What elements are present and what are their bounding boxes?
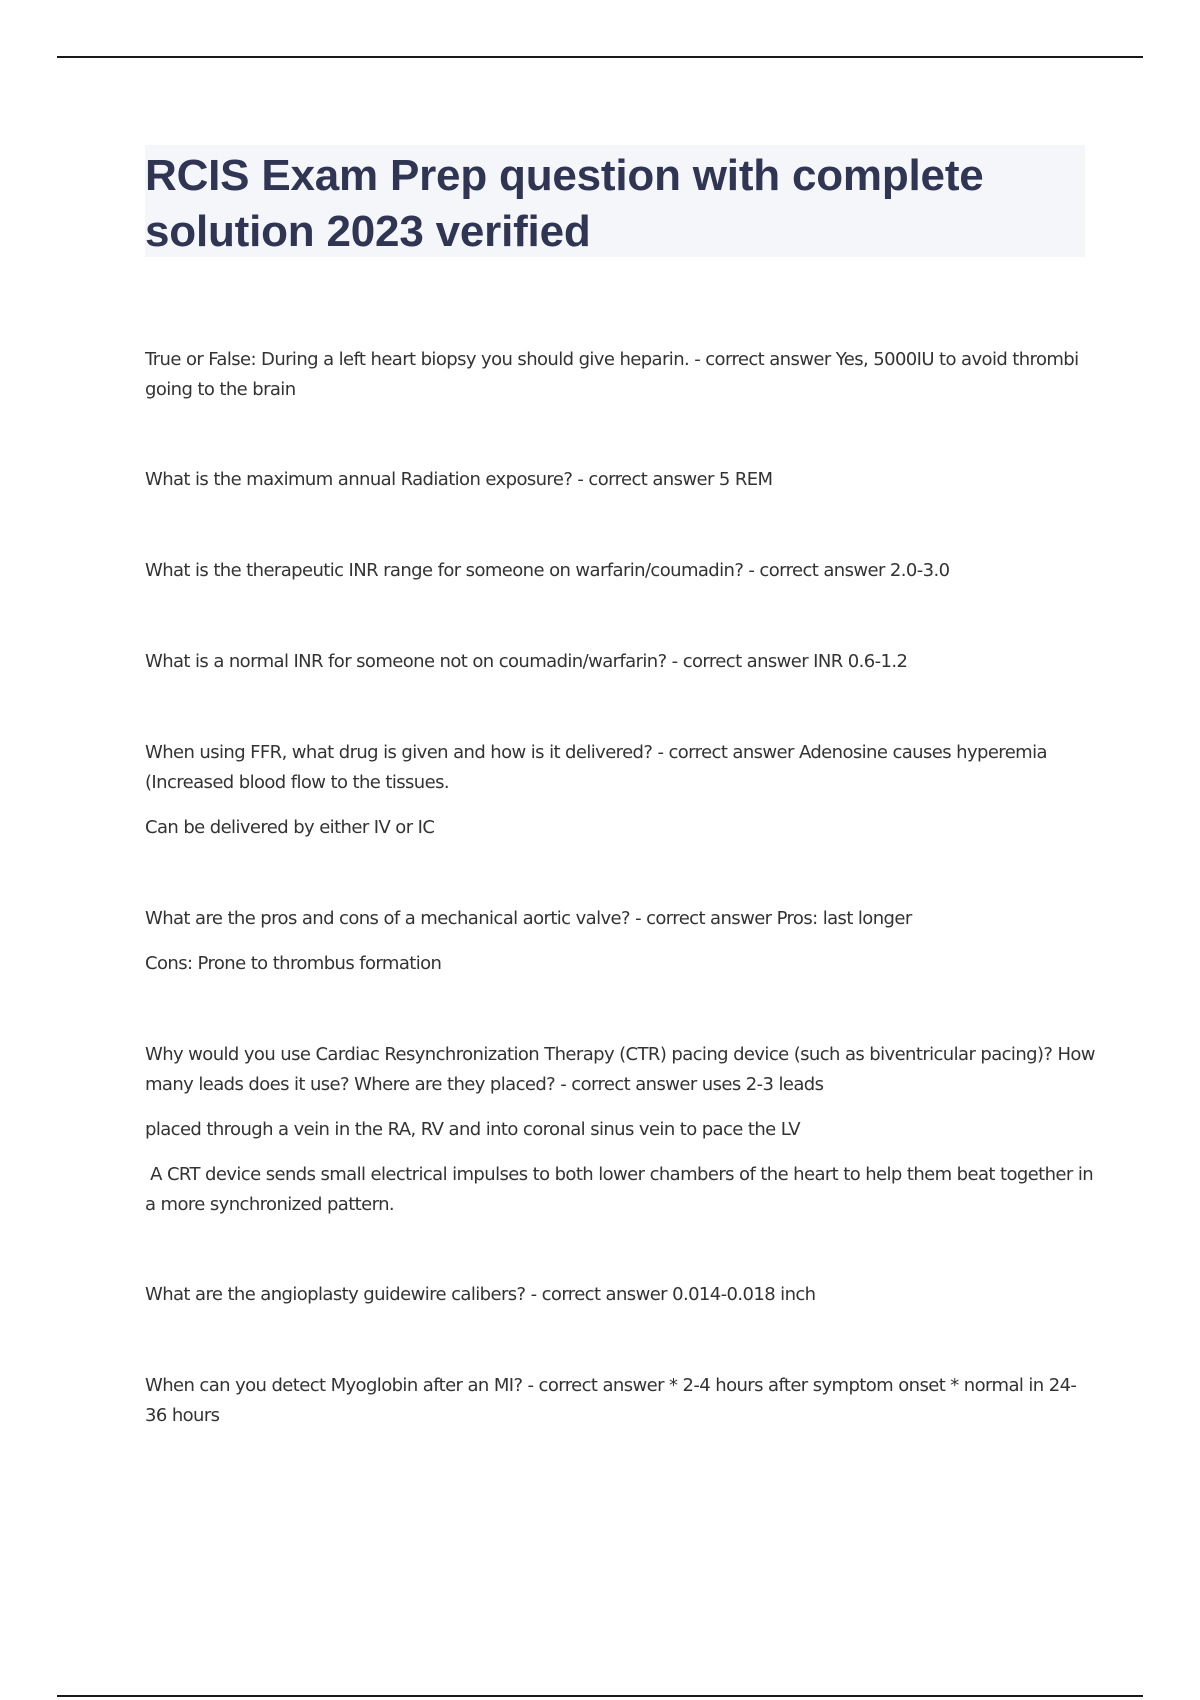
document-title: RCIS Exam Prep question with complete solution 2023 verified [145, 151, 984, 256]
qa-item-therapeutic-inr [145, 556, 1095, 586]
header-rule [57, 56, 1143, 58]
footer-rule [57, 1695, 1143, 1697]
qa-paragraph: Can be delivered by either IV or IC [145, 817, 435, 838]
qa-paragraph: What are the angioplasty guidewire calibers? - correct answer 0.014-0.018 inch [145, 1284, 816, 1305]
qa-item-guidewire [145, 1280, 1095, 1310]
qa-paragraph: A CRT device sends small electrical impulses to both lower chambers of the heart to help them beat together in a more synchronized pattern. [145, 1164, 1099, 1215]
qa-item-heparin [145, 345, 1095, 405]
qa-paragraph: What is the therapeutic INR range for someone on warfarin/coumadin? - correct answer 2.0-3.0 [145, 560, 950, 581]
qa-item-normal-inr [145, 647, 1095, 677]
qa-paragraph: True or False: During a left heart biopsy you should give heparin. - correct answer Yes, 5000IU to avoid thrombi going to the brain [145, 349, 1079, 400]
qa-item-crt [145, 1040, 1099, 1220]
qa-item-radiation [145, 465, 1095, 495]
qa-paragraph: What is the maximum annual Radiation exposure? - correct answer 5 REM [145, 469, 773, 490]
qa-paragraph: Why would you use Cardiac Resynchronization Therapy (CTR) pacing device (such as biventricular pacing)? How many leads does it use? Where are they placed? - correct answer uses 2-3 leads [145, 1044, 1095, 1095]
qa-item-ffr [145, 738, 1095, 843]
qa-paragraph: When using FFR, what drug is given and how is it delivered? - correct answer Adenosine causes hyperemia (Increased blood flow to the tissues. [145, 742, 1047, 793]
qa-paragraph: What are the pros and cons of a mechanical aortic valve? - correct answer Pros: last longer [145, 908, 912, 929]
qa-paragraph: When can you detect Myoglobin after an MI? - correct answer * 2-4 hours after symptom onset * normal in 24-36 hours [145, 1375, 1077, 1426]
qa-paragraph: placed through a vein in the RA, RV and into coronal sinus vein to pace the LV [145, 1119, 800, 1140]
qa-item-myoglobin [145, 1371, 1095, 1431]
qa-item-aortic-valve [145, 904, 1095, 979]
qa-paragraph: Cons: Prone to thrombus formation [145, 953, 442, 974]
qa-paragraph: What is a normal INR for someone not on coumadin/warfarin? - correct answer INR 0.6-1.2 [145, 651, 908, 672]
